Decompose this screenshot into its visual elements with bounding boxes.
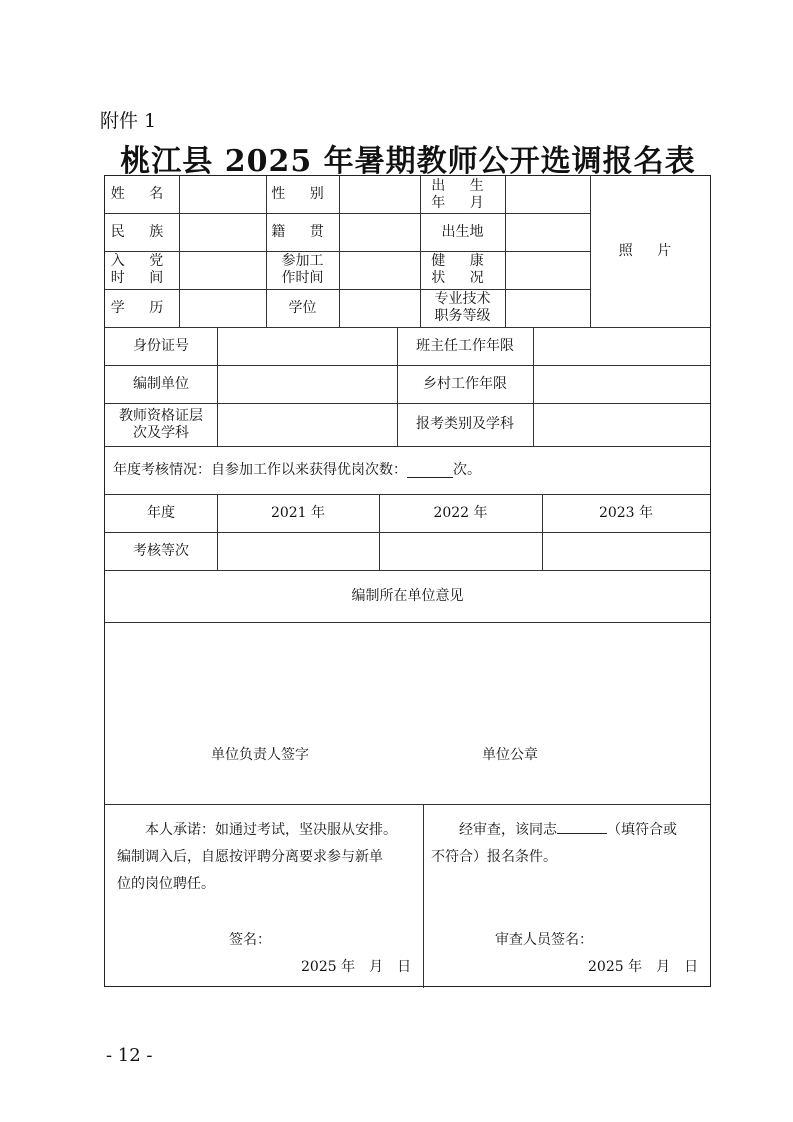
birthplace-field[interactable] xyxy=(505,213,590,251)
teacher-cert-field[interactable] xyxy=(217,403,397,446)
assessment-summary: 年度考核情况：自参加工作以来获得优岗次数： 次。 xyxy=(113,461,481,478)
pledge-text: 本人承诺：如通过考试，坚决服从安排。 编制调入后，自愿按评聘分离要求参与新单 位的岗位聘任。 xyxy=(117,822,397,892)
apply-category-field[interactable] xyxy=(533,403,710,446)
review-date: 2025 年 月 日 xyxy=(588,959,699,975)
review-text: 经审查，该同志 （填符合或 不符合）报名条件。 xyxy=(431,817,707,871)
teacher-cert-label: 教师资格证层 次及学科 xyxy=(119,407,203,441)
education-field[interactable] xyxy=(179,289,266,327)
native-place-field[interactable] xyxy=(339,213,420,251)
year-2021: 2021 年 xyxy=(270,504,326,521)
ethnicity-label: 民 族 xyxy=(110,223,174,240)
registration-form xyxy=(104,175,711,987)
professional-title-field[interactable] xyxy=(505,289,590,327)
pledge-sign-label: 签名： xyxy=(229,932,271,948)
grade-label: 考核等次 xyxy=(133,542,189,559)
unit-opinion-heading: 编制所在单位意见 xyxy=(351,587,464,604)
attachment-label: 附件 1 xyxy=(100,110,157,132)
professional-title-label: 专业技术 职务等级 xyxy=(434,291,491,324)
grade-2021-field[interactable] xyxy=(217,532,379,570)
gender-field[interactable] xyxy=(339,176,420,213)
grade-2023-field[interactable] xyxy=(542,532,710,570)
excellent-count-blank[interactable] xyxy=(407,463,453,478)
apply-category-label: 报考类别及学科 xyxy=(416,416,514,432)
work-start-label: 参加工 作时间 xyxy=(281,253,324,286)
unit-label: 编制单位 xyxy=(133,375,189,392)
birthplace-label: 出生地 xyxy=(441,223,484,240)
health-field[interactable] xyxy=(505,251,590,289)
unit-seal-label: 单位公章 xyxy=(482,746,538,763)
photo-box[interactable]: 照 片 xyxy=(618,243,682,259)
year-label: 年度 xyxy=(147,504,175,521)
degree-field[interactable] xyxy=(339,289,420,327)
form-title: 桃江县 2025 年暑期教师公开选调报名表 xyxy=(120,144,696,179)
rural-years-label: 乡村工作年限 xyxy=(423,375,507,392)
review-result-blank[interactable] xyxy=(557,819,607,834)
rural-years-field[interactable] xyxy=(533,365,710,403)
work-start-field[interactable] xyxy=(339,251,420,289)
page-number: - 12 - xyxy=(106,1045,153,1066)
leader-sign-label: 单位负责人签字 xyxy=(211,746,309,763)
health-label: 健 康 状 况 xyxy=(431,253,494,286)
pledge-date: 2025 年 月 日 xyxy=(301,959,412,975)
birth-label: 出 生 年 月 xyxy=(431,177,494,211)
head-teacher-years-field[interactable] xyxy=(533,327,710,365)
reviewer-sign-label: 审查人员签名： xyxy=(495,932,593,948)
party-date-label: 入 党 时 间 xyxy=(110,253,174,286)
unit-field[interactable] xyxy=(217,365,397,403)
native-place-label: 籍 贯 xyxy=(271,223,334,240)
year-2023: 2023 年 xyxy=(598,504,654,521)
gender-label: 性 别 xyxy=(271,186,334,202)
unit-opinion-area[interactable] xyxy=(105,622,710,804)
id-number-field[interactable] xyxy=(217,327,397,365)
name-label: 姓 名 xyxy=(110,186,174,202)
degree-label: 学位 xyxy=(288,299,317,316)
education-label: 学 历 xyxy=(110,299,174,316)
id-number-label: 身份证号 xyxy=(133,337,189,354)
grade-2022-field[interactable] xyxy=(379,532,542,570)
head-teacher-years-label: 班主任工作年限 xyxy=(416,337,514,354)
party-date-field[interactable] xyxy=(179,251,266,289)
year-2022: 2022 年 xyxy=(433,504,488,521)
birth-field[interactable] xyxy=(505,176,590,213)
name-field[interactable] xyxy=(179,176,266,213)
ethnicity-field[interactable] xyxy=(179,213,266,251)
